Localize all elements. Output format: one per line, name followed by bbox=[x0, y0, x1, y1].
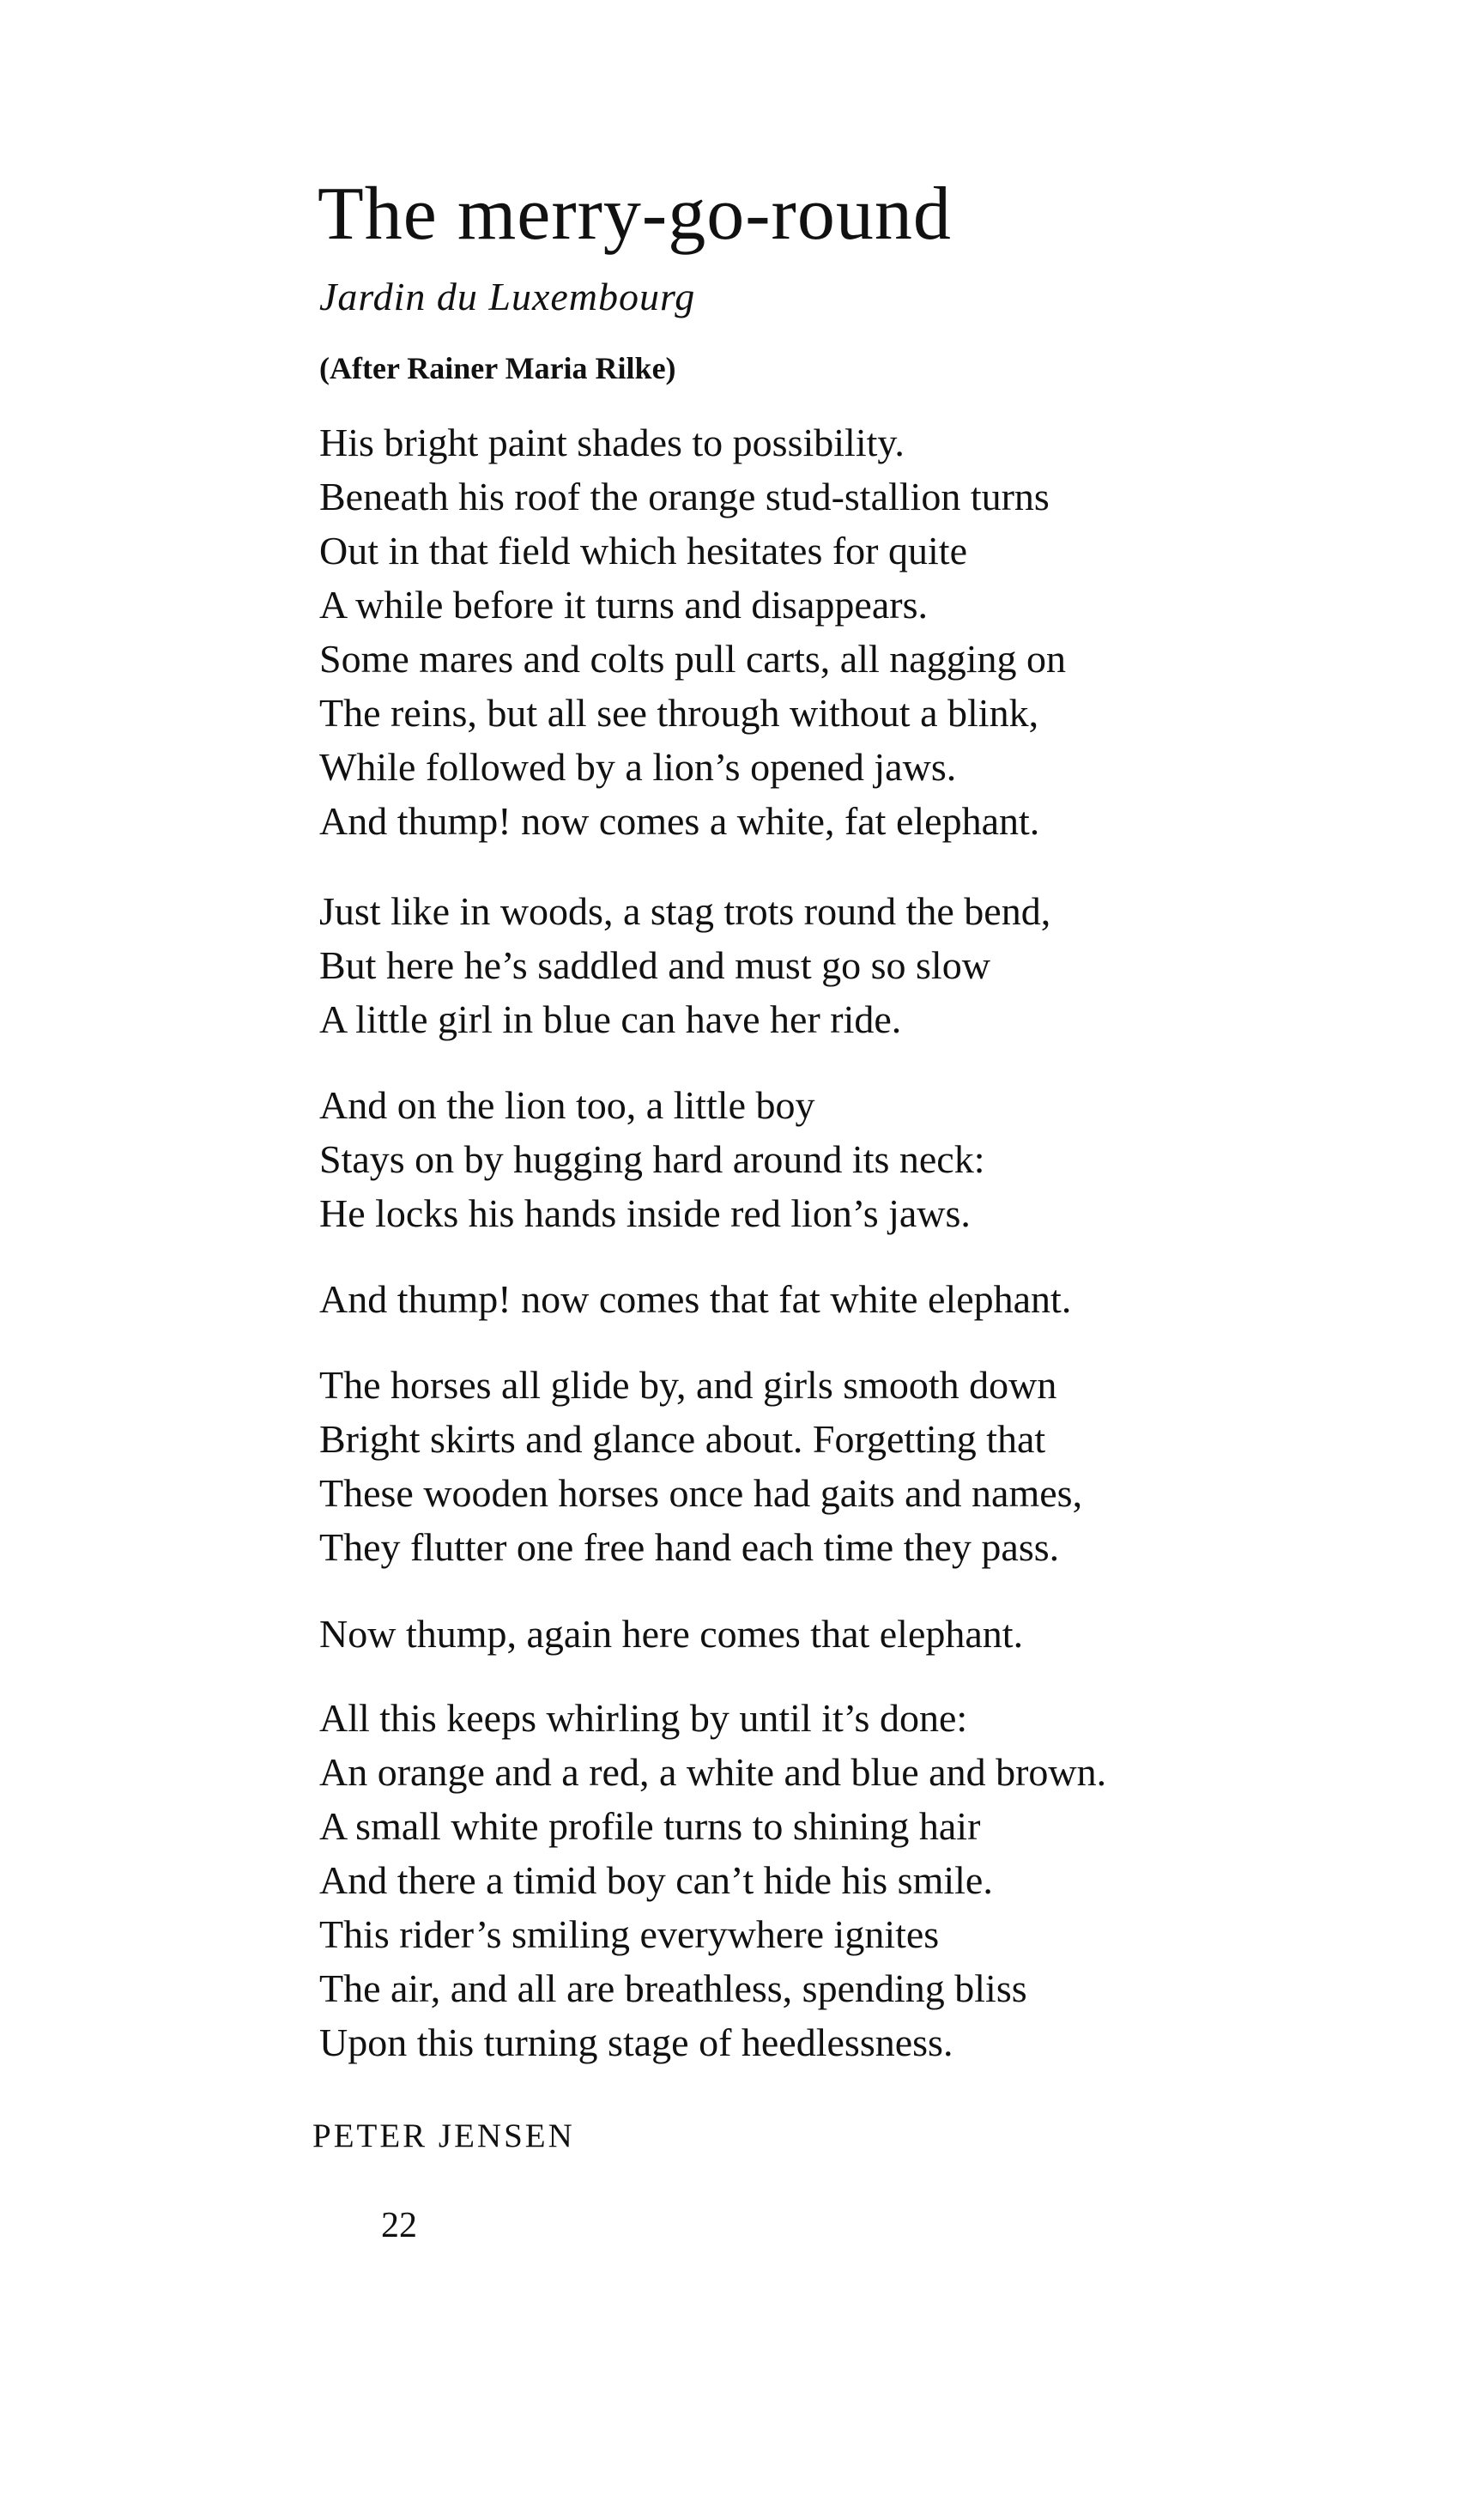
poem-attribution: (After Rainer Maria Rilke) bbox=[319, 351, 676, 385]
poem-title: The merry-go-round bbox=[318, 173, 952, 256]
poem-line: An orange and a red, a white and blue and brown. bbox=[319, 1750, 1107, 1794]
stanza-5 bbox=[319, 1358, 1082, 1574]
poem-line: Some mares and colts pull carts, all nagging on bbox=[319, 637, 1066, 681]
poem-line: And on the lion too, a little boy bbox=[319, 1083, 815, 1127]
poem-line: All this keeps whirling by until it’s done: bbox=[319, 1696, 968, 1740]
poem-line: A small white profile turns to shining hair bbox=[319, 1804, 981, 1848]
poem-line: Now thump, again here comes that elephant. bbox=[319, 1612, 1024, 1656]
poem-line: The reins, but all see through without a blink, bbox=[319, 691, 1039, 735]
poem-line: The horses all glide by, and girls smooth down bbox=[319, 1363, 1057, 1407]
poem-line: This rider’s smiling everywhere ignites bbox=[319, 1912, 940, 1956]
poem-line: These wooden horses once had gaits and names, bbox=[319, 1471, 1083, 1515]
poem-line: Bright skirts and glance about. Forgetting that bbox=[319, 1417, 1046, 1461]
poem-line: Just like in woods, a stag trots round the bend, bbox=[319, 889, 1051, 933]
stanza-1 bbox=[319, 415, 1066, 848]
poem-line: And there a timid boy can’t hide his smile. bbox=[319, 1858, 993, 1902]
poem-line: They flutter one free hand each time they pass. bbox=[319, 1525, 1060, 1569]
poem-line: While followed by a lion’s opened jaws. bbox=[319, 745, 957, 789]
stanza-3 bbox=[319, 1078, 985, 1240]
poem-line: He locks his hands inside red lion’s jaws. bbox=[319, 1191, 971, 1235]
poem-line: Beneath his roof the orange stud-stallion turns bbox=[319, 475, 1050, 518]
poem-subtitle: Jardin du Luxembourg bbox=[319, 275, 696, 318]
poem-line: And thump! now comes that fat white elephant. bbox=[319, 1277, 1072, 1321]
page-number: 22 bbox=[381, 2206, 417, 2245]
poem-line: But here he’s saddled and must go so slow bbox=[319, 943, 990, 987]
stanza-4 bbox=[319, 1272, 1071, 1326]
stanza-2 bbox=[319, 884, 1050, 1046]
poem-line: And thump! now comes a white, fat elephant. bbox=[319, 799, 1040, 843]
poem-line: A little girl in blue can have her ride. bbox=[319, 997, 902, 1041]
poem-line: A while before it turns and disappears. bbox=[319, 583, 928, 627]
poem-line: Upon this turning stage of heedlessness. bbox=[319, 2020, 953, 2064]
poem-line: Out in that field which hesitates for quite bbox=[319, 529, 967, 572]
stanza-7 bbox=[319, 1691, 1106, 2069]
poem-line: Stays on by hugging hard around its neck: bbox=[319, 1137, 985, 1181]
stanza-6 bbox=[319, 1607, 1023, 1661]
poem-author: PETER JENSEN bbox=[312, 2117, 575, 2154]
poem-line: The air, and all are breathless, spending bliss bbox=[319, 1966, 1027, 2010]
poem-line: His bright paint shades to possibility. bbox=[319, 421, 905, 464]
